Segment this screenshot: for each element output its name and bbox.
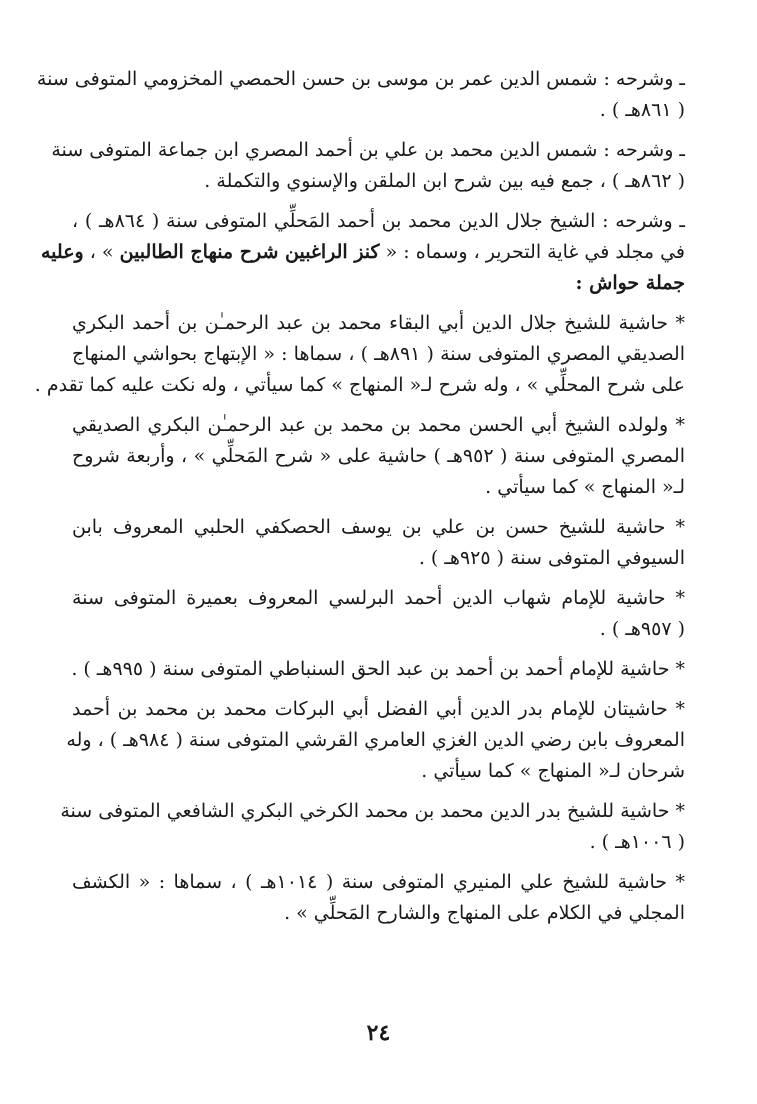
text-segment: ( ٨٦٢هـ ) ، جمع فيه بين شرح ابن الملقن والإسنوي والتكملة .: [204, 170, 685, 192]
paragraph: [72, 410, 685, 503]
text-segment: ـ وشرحه : الشيخ جلال الدين محمد بن أحمد المَحلِّي المتوفى سنة ( ٨٦٤هـ ) ،: [72, 210, 685, 232]
text-line: [72, 441, 685, 472]
text-segment: » ،: [83, 241, 120, 263]
paragraph: [34, 308, 685, 401]
paragraph: [72, 512, 685, 574]
bold-text-segment: جملة حواش :: [575, 272, 685, 294]
paragraph: [72, 583, 685, 645]
text-segment: * حاشية للشيخ بدر الدين محمد بن محمد الكرخي البكري الشافعي المتوفى سنة: [60, 800, 685, 822]
text-line: [72, 472, 685, 503]
text-line: [40, 237, 685, 268]
paragraph: [36, 64, 685, 126]
text-line: [72, 512, 685, 543]
text-segment: شرحان لـ« المنهاج » كما سيأتي .: [421, 760, 685, 782]
text-segment: * حاشية للإمام شهاب الدين أحمد البرلسي المعروف بعميرة المتوفى سنة: [72, 587, 685, 609]
text-line: [72, 827, 685, 858]
text-line: [72, 339, 685, 370]
text-line: [72, 614, 685, 645]
text-segment: ( ٨٦١هـ ) .: [599, 99, 685, 121]
text-line: [72, 166, 685, 197]
text-segment: * حاشيتان للإمام بدر الدين أبي الفضل أبي البركات محمد بن محمد بن أحمد: [72, 698, 685, 720]
text-segment: * حاشية للإمام أحمد بن أحمد بن عبد الحق السنباطي المتوفى سنة ( ٩٩٥هـ ) .: [71, 658, 685, 680]
page-number: ٢٤: [366, 1020, 391, 1046]
text-line: [72, 206, 685, 237]
text-segment: لـ« المنهاج » كما سيأتي .: [485, 476, 685, 498]
text-segment: المصري المتوفى سنة ( ٩٥٢هـ ) حاشية على « شرح المَحلِّي » ، وأربعة شروح: [72, 445, 685, 467]
text-line: [34, 370, 685, 401]
text-segment: * حاشية للشيخ جلال الدين أبي البقاء محمد بن عبد الرحمـٰن بن أحمد البكري: [72, 312, 685, 334]
paragraph: [51, 135, 685, 197]
text-segment: ـ وشرحه : شمس الدين محمد بن علي بن أحمد المصري ابن جماعة المتوفى سنة: [51, 139, 685, 161]
bold-text-segment: كنز الراغبين شرح منهاج الطالبين: [119, 241, 380, 263]
text-line: [66, 725, 685, 756]
text-segment: السيوفي المتوفى سنة ( ٩٢٥هـ ) .: [418, 547, 685, 569]
text-segment: المعروف بابن رضي الدين الغزي العامري القرشي المتوفى سنة ( ٩٨٤هـ ) ، وله: [66, 729, 685, 751]
paragraph: [60, 796, 685, 858]
text-segment: ( ١٠٠٦هـ ) .: [589, 831, 685, 853]
paragraph: [66, 694, 685, 787]
text-segment: * ولولده الشيخ أبي الحسن محمد بن محمد بن عبد الرحمـٰن البكري الصديقي: [72, 414, 685, 436]
text-segment: ( ٩٥٧هـ ) .: [599, 618, 685, 640]
text-line: [60, 796, 685, 827]
text-line: [72, 654, 685, 685]
text-segment: ـ وشرحه : شمس الدين عمر بن موسى بن حسن الحمصي المخزومي المتوفى سنة: [36, 68, 685, 90]
text-segment: الصديقي المصري المتوفى سنة ( ٨٩١هـ ) ، سماها : « الإبتهاج بحواشي المنهاج: [72, 343, 685, 365]
text-line: [72, 268, 685, 299]
text-line: [72, 95, 685, 126]
text-segment: * حاشية للشيخ حسن بن علي بن يوسف الحصكفي الحلبي المعروف بابن: [72, 516, 685, 538]
text-line: [72, 694, 685, 725]
text-segment: على شرح المحلِّي » ، وله شرح لـ« المنهاج » كما سيأتي ، وله نكت عليه كما تقدم .: [34, 374, 685, 396]
text-line: [72, 410, 685, 441]
text-line: [72, 308, 685, 339]
paragraph: [72, 867, 685, 929]
text-line: [72, 543, 685, 574]
page-body: [34, 64, 685, 938]
text-segment: المجلي في الكلام على المنهاج والشارح المَحلِّي » .: [284, 902, 685, 924]
text-segment: في مجلد في غاية التحرير ، وسماه : «: [379, 241, 685, 263]
text-segment: * حاشية للشيخ علي المنيري المتوفى سنة ( ١٠١٤هـ ) ، سماها : « الكشف: [72, 871, 685, 893]
paragraph: [72, 654, 685, 685]
text-line: [72, 867, 685, 898]
bold-text-segment: وعليه: [40, 241, 84, 263]
text-line: [51, 135, 685, 166]
text-line: [72, 583, 685, 614]
text-line: [72, 898, 685, 929]
text-line: [72, 756, 685, 787]
paragraph: [40, 206, 685, 299]
text-line: [36, 64, 685, 95]
